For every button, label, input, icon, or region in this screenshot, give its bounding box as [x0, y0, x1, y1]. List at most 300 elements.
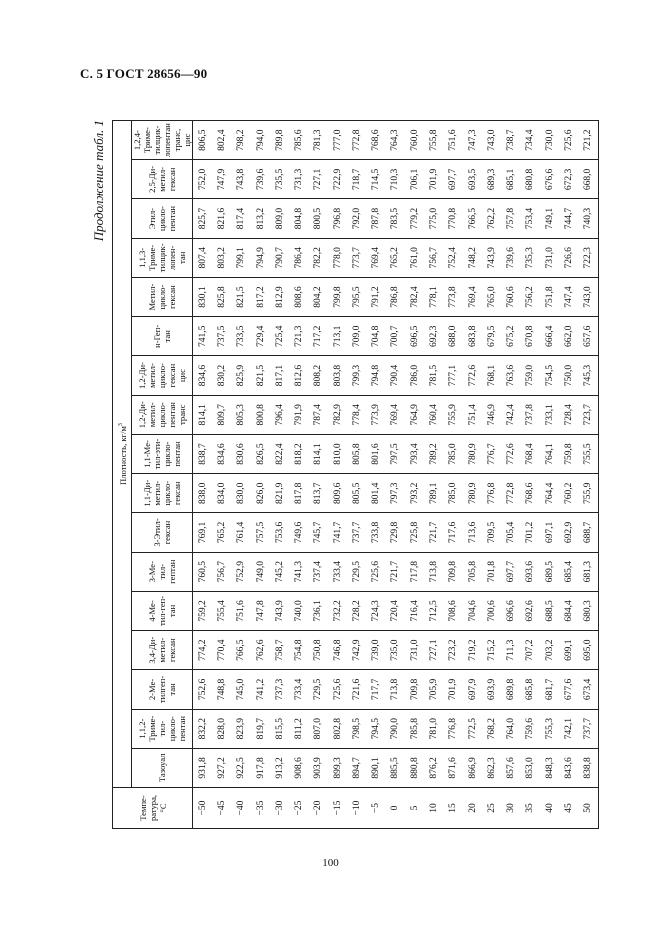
density-cell: 701,2: [521, 513, 540, 552]
density-cell: 825,7: [193, 199, 213, 238]
density-cell: 927,2: [212, 748, 231, 787]
density-cell: 760,2: [559, 474, 578, 513]
density-cell: 764,3: [386, 121, 405, 160]
density-cell: 713,1: [328, 317, 347, 356]
density-cell: 801,6: [367, 434, 386, 473]
density-cell: 796,8: [328, 199, 347, 238]
density-cell: 749,1: [540, 199, 559, 238]
density-cell: 808,6: [289, 277, 308, 316]
density-cell: 843,6: [559, 748, 578, 787]
density-cell: 770,8: [444, 199, 463, 238]
density-cell: 739,6: [251, 160, 270, 199]
density-cell: 731,0: [405, 631, 424, 670]
density-cell: 737,3: [270, 670, 289, 709]
density-cell: 760,5: [193, 552, 213, 591]
density-cell: 768,6: [521, 474, 540, 513]
density-cell: 743,9: [482, 238, 501, 277]
density-cell: 685,1: [502, 160, 521, 199]
density-cell: 657,6: [579, 317, 599, 356]
density-cell: 751,6: [232, 591, 251, 630]
density-cell: 809,0: [270, 199, 289, 238]
density-cell: 775,0: [424, 199, 443, 238]
density-cell: 735,5: [270, 160, 289, 199]
density-cell: 748,8: [212, 670, 231, 709]
density-cell: 789,8: [270, 121, 289, 160]
density-cell: 741,7: [328, 513, 347, 552]
density-cell: 785,0: [444, 474, 463, 513]
density-cell: 733,4: [328, 552, 347, 591]
density-cell: 747,4: [559, 277, 578, 316]
table-row: [347, 121, 366, 829]
density-cell: 727,1: [424, 631, 443, 670]
density-cell: 800,5: [309, 199, 328, 238]
density-cell: 832,2: [193, 709, 213, 748]
density-cell: 812,6: [289, 356, 308, 395]
column-header: 1,1,2-Триме-тил-цикло-пентан: [132, 709, 193, 748]
density-cell: 885,5: [386, 748, 405, 787]
temperature-cell: 15: [444, 788, 463, 829]
density-cell: 759,6: [521, 709, 540, 748]
density-cell: 838,8: [579, 748, 599, 787]
density-cell: 772,5: [463, 709, 482, 748]
column-header: 2,5-Ди-метил-гексан: [132, 160, 193, 199]
density-cell: 752,4: [444, 238, 463, 277]
density-cell: 754,5: [540, 356, 559, 395]
density-cell: 822,4: [270, 434, 289, 473]
column-header: 3-Ме-тил-гептан: [132, 552, 193, 591]
density-cell: 794,0: [251, 121, 270, 160]
density-cell: 838,7: [193, 434, 213, 473]
density-cell: 704,8: [367, 317, 386, 356]
density-cell: 727,1: [309, 160, 328, 199]
density-cell: 768,1: [482, 356, 501, 395]
table-row: [579, 121, 599, 829]
density-cell: 787,8: [367, 199, 386, 238]
density-cell: 715,2: [482, 631, 501, 670]
density-cell: 701,9: [424, 160, 443, 199]
column-header: 2-Ме-тилгеп-тан: [132, 670, 193, 709]
density-cell: 740,3: [579, 199, 599, 238]
density-cell: 790,7: [270, 238, 289, 277]
density-cell: 834,6: [193, 356, 213, 395]
density-cell: 731,3: [289, 160, 308, 199]
density-cell: 778,4: [347, 395, 366, 434]
density-cell: 781,3: [309, 121, 328, 160]
density-cell: 689,8: [502, 670, 521, 709]
density-cell: 834,0: [212, 474, 231, 513]
density-cell: 755,3: [540, 709, 559, 748]
density-cell: 757,5: [251, 513, 270, 552]
density-cell: 722,9: [328, 160, 347, 199]
density-cell: 830,1: [193, 277, 213, 316]
density-cell: 857,6: [502, 748, 521, 787]
density-cell: 745,2: [270, 552, 289, 591]
density-cell: 730,0: [540, 121, 559, 160]
density-cell: 725,6: [559, 121, 578, 160]
density-cell: 813,7: [309, 474, 328, 513]
density-cell: 666,4: [540, 317, 559, 356]
table-row: [386, 121, 405, 829]
density-cell: 848,3: [540, 748, 559, 787]
table-row: [405, 121, 424, 829]
density-cell: 746,8: [328, 631, 347, 670]
density-cell: 729,5: [347, 552, 366, 591]
density-cell: 717,2: [309, 317, 328, 356]
density-cell: 747,9: [212, 160, 231, 199]
density-cell: 685,8: [521, 670, 540, 709]
rotated-table-block: [90, 120, 599, 829]
density-cell: 736,1: [309, 591, 328, 630]
density-cell: 718,7: [347, 160, 366, 199]
density-cell: 814,1: [193, 395, 213, 434]
density-cell: 662,0: [559, 317, 578, 356]
density-cell: 692,3: [424, 317, 443, 356]
density-cell: 768,4: [521, 434, 540, 473]
temperature-cell: −5: [367, 788, 386, 829]
column-header: Метил-цикло-гексан: [132, 277, 193, 316]
page-number: 100: [322, 857, 339, 869]
density-cell: 805,8: [347, 434, 366, 473]
density-cell: 743,0: [482, 121, 501, 160]
density-cell: 745,3: [579, 356, 599, 395]
density-cell: 689,5: [540, 552, 559, 591]
density-cell: 756,2: [521, 277, 540, 316]
density-cell: 776,7: [482, 434, 501, 473]
density-cell: 762,6: [251, 631, 270, 670]
density-cell: 760,4: [424, 395, 443, 434]
density-cell: 677,6: [559, 670, 578, 709]
density-cell: 740,0: [289, 591, 308, 630]
density-cell: 709,8: [444, 552, 463, 591]
density-cell: 817,8: [289, 474, 308, 513]
temperature-cell: 50: [579, 788, 599, 829]
density-cell: 834,6: [212, 434, 231, 473]
density-cell: 866,9: [463, 748, 482, 787]
density-cell: 782,9: [328, 395, 347, 434]
table-row: [193, 121, 213, 829]
density-cell: 790,4: [386, 356, 405, 395]
density-cell: 806,5: [193, 121, 213, 160]
density-cell: 787,4: [309, 395, 328, 434]
density-cell: 871,6: [444, 748, 463, 787]
density-cell: 792,0: [347, 199, 366, 238]
temperature-cell: 10: [424, 788, 443, 829]
density-cell: 725,6: [328, 670, 347, 709]
density-cell: 725,8: [405, 513, 424, 552]
density-cell: 692,9: [559, 513, 578, 552]
density-cell: 756,7: [424, 238, 443, 277]
table-row: [444, 121, 463, 829]
density-cell: 670,8: [521, 317, 540, 356]
density-cell: 752,9: [232, 552, 251, 591]
density-cell: 728,4: [559, 395, 578, 434]
density-cell: 791,9: [289, 395, 308, 434]
density-cell: 823,9: [232, 709, 251, 748]
density-cell: 894,7: [347, 748, 366, 787]
table-row: [309, 121, 328, 829]
density-cell: 780,9: [463, 434, 482, 473]
column-header: 1,2,4-Триме-тилцик-лопентан транс, цис: [132, 121, 193, 160]
density-cell: 794,9: [251, 238, 270, 277]
density-cell: 917,8: [251, 748, 270, 787]
table-row: [463, 121, 482, 829]
density-cell: 728,2: [347, 591, 366, 630]
density-cell: 818,2: [289, 434, 308, 473]
temperature-cell: −20: [309, 788, 328, 829]
density-cell: 805,5: [347, 474, 366, 513]
density-cell: 752,0: [193, 160, 213, 199]
density-cell: 745,7: [309, 513, 328, 552]
temperature-cell: −45: [212, 788, 231, 829]
density-cell: 777,1: [444, 356, 463, 395]
density-cell: 738,7: [502, 121, 521, 160]
density-cell: 805,3: [232, 395, 251, 434]
density-cell: 786,8: [386, 277, 405, 316]
density-cell: 735,0: [386, 631, 405, 670]
density-cell: 681,7: [540, 670, 559, 709]
column-header: 1,1,3-Триме-тилцик-лопен-тан: [132, 238, 193, 277]
density-cell: 700,7: [386, 317, 405, 356]
density-cell: 723,7: [579, 395, 599, 434]
density-cell: 675,2: [502, 317, 521, 356]
density-cell: 721,6: [347, 670, 366, 709]
density-cell: 761,0: [405, 238, 424, 277]
density-cell: 703,2: [540, 631, 559, 670]
density-cell: 737,4: [309, 552, 328, 591]
density-cell: 764,0: [502, 709, 521, 748]
density-cell: 747,3: [463, 121, 482, 160]
density-cell: 749,6: [289, 513, 308, 552]
density-group-header: Плотность, $кг/м^3$: [113, 121, 132, 788]
density-cell: 766,5: [463, 199, 482, 238]
density-cell: 798,5: [347, 709, 366, 748]
density-cell: 777,0: [328, 121, 347, 160]
density-cell: 838,0: [193, 474, 213, 513]
density-cell: 817,1: [270, 356, 289, 395]
density-cell: 799,1: [232, 238, 251, 277]
density-cell: 734,4: [521, 121, 540, 160]
table-row: [367, 121, 386, 829]
column-header: 1,2-Ди-метил-цикло-пентан транс: [132, 395, 193, 434]
density-cell: 688,0: [444, 317, 463, 356]
density-cell: 725,4: [270, 317, 289, 356]
temperature-cell: 20: [463, 788, 482, 829]
temperature-cell: −10: [347, 788, 366, 829]
density-cell: 706,1: [405, 160, 424, 199]
density-cell: 802,4: [212, 121, 231, 160]
density-cell: 803,8: [328, 356, 347, 395]
density-cell: 684,4: [559, 591, 578, 630]
temperature-cell: 5: [405, 788, 424, 829]
density-cell: 799,8: [328, 277, 347, 316]
density-cell: 768,6: [367, 121, 386, 160]
density-cell: 760,6: [502, 277, 521, 316]
temperature-cell: 25: [482, 788, 501, 829]
density-cell: 712,5: [424, 591, 443, 630]
density-cell: 922,5: [232, 748, 251, 787]
density-cell: 760,0: [405, 121, 424, 160]
density-cell: 749,0: [251, 552, 270, 591]
density-cell: 710,3: [386, 160, 405, 199]
density-cell: 776,8: [482, 474, 501, 513]
density-cell: 825,9: [232, 356, 251, 395]
density-cell: 776,8: [444, 709, 463, 748]
density-cell: 701,9: [444, 670, 463, 709]
density-cell: 809,6: [328, 474, 347, 513]
density-cell: 793,4: [405, 434, 424, 473]
density-cell: 810,0: [328, 434, 347, 473]
table-row: [328, 121, 347, 829]
density-cell: 795,5: [347, 277, 366, 316]
density-cell: 668,0: [579, 160, 599, 199]
density-cell: 813,2: [251, 199, 270, 238]
column-header: н-Геп-тан: [132, 317, 193, 356]
density-cell: 755,9: [579, 474, 599, 513]
density-cell: 696,5: [405, 317, 424, 356]
density-cell: 681,3: [579, 552, 599, 591]
density-cell: 769,4: [386, 395, 405, 434]
temperature-cell: 35: [521, 788, 540, 829]
density-cell: 793,2: [405, 474, 424, 513]
column-header: Этил-цикло-пентан: [132, 199, 193, 238]
density-cell: 704,6: [463, 591, 482, 630]
density-cell: 733,4: [289, 670, 308, 709]
density-cell: 743,8: [232, 160, 251, 199]
temperature-cell: −40: [232, 788, 251, 829]
column-header: 1,1-Ди-метил-цикло-гексан: [132, 474, 193, 513]
density-cell: 747,8: [251, 591, 270, 630]
density-cell: 759,2: [193, 591, 213, 630]
density-cell: 750,8: [309, 631, 328, 670]
density-cell: 817,2: [251, 277, 270, 316]
column-header: 4-Ме-тил-геп-тан: [132, 591, 193, 630]
density-cell: 755,4: [212, 591, 231, 630]
density-cell: 766,5: [232, 631, 251, 670]
density-cell: 773,9: [367, 395, 386, 434]
density-cell: 761,4: [232, 513, 251, 552]
table-row: [521, 121, 540, 829]
temperature-cell: −30: [270, 788, 289, 829]
density-cell: 685,4: [559, 552, 578, 591]
table-row: [270, 121, 289, 829]
density-cell: 769,1: [193, 513, 213, 552]
density-cell: 742,4: [502, 395, 521, 434]
table-row: [251, 121, 270, 829]
density-cell: 693,9: [482, 670, 501, 709]
density-cell: 709,0: [347, 317, 366, 356]
density-cell: 772,6: [463, 356, 482, 395]
density-cell: 716,4: [405, 591, 424, 630]
density-cell: 725,6: [367, 552, 386, 591]
density-cell: 688,7: [579, 513, 599, 552]
density-cell: 755,5: [579, 434, 599, 473]
density-cell: 764,9: [405, 395, 424, 434]
density-cell: 753,4: [521, 199, 540, 238]
density-cell: 812,9: [270, 277, 289, 316]
table-row: [559, 121, 578, 829]
density-cell: 729,8: [386, 513, 405, 552]
density-cell: 735,3: [521, 238, 540, 277]
density-cell: 711,3: [502, 631, 521, 670]
density-cell: 773,7: [347, 238, 366, 277]
density-cell: 697,1: [540, 513, 559, 552]
density-cell: 772,8: [347, 121, 366, 160]
density-cell: 700,6: [482, 591, 501, 630]
density-cell: 798,2: [232, 121, 251, 160]
density-cell: 803,2: [212, 238, 231, 277]
density-cell: 722,3: [579, 238, 599, 277]
density-cell: 737,7: [579, 709, 599, 748]
density-cell: 801,4: [367, 474, 386, 513]
density-cell: 764,1: [540, 434, 559, 473]
density-cell: 705,8: [463, 552, 482, 591]
density-cell: 797,3: [386, 474, 405, 513]
density-cell: 717,7: [367, 670, 386, 709]
density-cell: 764,4: [540, 474, 559, 513]
density-cell: 808,2: [309, 356, 328, 395]
density-cell: 753,6: [270, 513, 289, 552]
density-cell: 880,8: [405, 748, 424, 787]
density-cell: 772,8: [502, 474, 521, 513]
density-cell: 802,8: [328, 709, 347, 748]
density-cell: 825,8: [212, 277, 231, 316]
density-cell: 676,6: [540, 160, 559, 199]
table-row: [540, 121, 559, 829]
density-cell: 782,2: [309, 238, 328, 277]
density-cell: 692,6: [521, 591, 540, 630]
density-cell: 693,5: [463, 160, 482, 199]
temperature-cell: 40: [540, 788, 559, 829]
density-cell: 709,5: [482, 513, 501, 552]
density-cell: 745,0: [232, 670, 251, 709]
density-cell: 830,0: [232, 474, 251, 513]
density-cell: 748,2: [463, 238, 482, 277]
density-cell: 778,1: [424, 277, 443, 316]
temperature-cell: −25: [289, 788, 308, 829]
density-cell: 778,0: [328, 238, 347, 277]
density-cell: 785,6: [289, 121, 308, 160]
density-cell: 780,9: [463, 474, 482, 513]
density-cell: 743,0: [579, 277, 599, 316]
table-row: [232, 121, 251, 829]
density-cell: 721,7: [386, 552, 405, 591]
density-cell: 774,2: [193, 631, 213, 670]
density-cell: 737,8: [521, 395, 540, 434]
density-cell: 673,4: [579, 670, 599, 709]
density-cell: 799,3: [347, 356, 366, 395]
density-cell: 853,0: [521, 748, 540, 787]
density-cell: 719,2: [463, 631, 482, 670]
density-cell: 830,6: [232, 434, 251, 473]
density-cell: 680,8: [521, 160, 540, 199]
density-cell: 817,4: [232, 199, 251, 238]
density-cell: 741,3: [289, 552, 308, 591]
density-cell: 697,9: [463, 670, 482, 709]
density-cell: 819,7: [251, 709, 270, 748]
density-cell: 796,4: [270, 395, 289, 434]
density-cell: 781,5: [424, 356, 443, 395]
density-cell: 772,6: [502, 434, 521, 473]
density-cell: 757,8: [502, 199, 521, 238]
density-cell: 707,2: [521, 631, 540, 670]
density-cell: 770,4: [212, 631, 231, 670]
table-row: [482, 121, 501, 829]
column-header: 3,4-Ди-метил-гексан: [132, 631, 193, 670]
density-cell: 724,3: [367, 591, 386, 630]
density-cell: 769,4: [367, 238, 386, 277]
density-cell: 826,0: [251, 474, 270, 513]
table-row: [289, 121, 308, 829]
